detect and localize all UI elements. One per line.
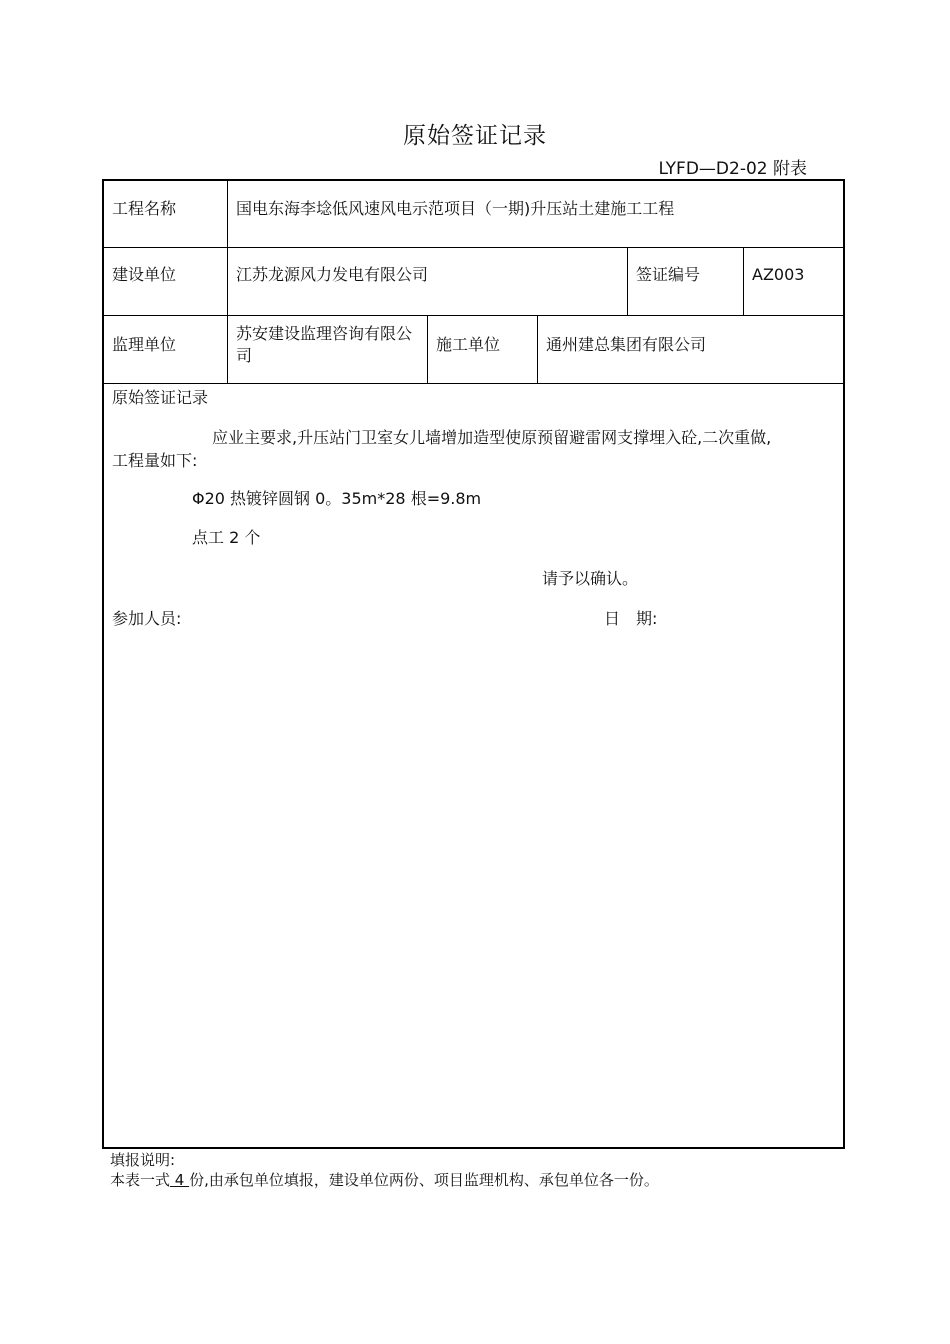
notes-heading: 填报说明: (110, 1151, 176, 1169)
notes-suffix: 份,由承包单位填报，建设单位两份、项目监理机构、承包单位各一份。 (189, 1171, 659, 1189)
supervisor-value-cell (227, 316, 427, 383)
project-name-label: 工程名称 (112, 199, 177, 218)
contractor-label-cell (427, 316, 537, 383)
notes-prefix: 本表一式 (110, 1171, 171, 1189)
owner-value-cell (227, 248, 627, 315)
row-owner (104, 248, 843, 316)
page-title: 原始签证记录 (403, 123, 547, 149)
project-name-label-cell (104, 181, 227, 247)
participants-label: 参加人员: (112, 609, 182, 628)
contractor-value: 通州建总集团有限公司 (546, 335, 707, 354)
record-item-labor: 点工 2 个 (192, 528, 261, 547)
supervisor-value: 苏安建设监理咨询有限公司 (236, 324, 413, 365)
notes-line (110, 1170, 659, 1190)
record-paragraph-line2: 工程量如下: (112, 451, 198, 470)
record-item-steel: Φ20 热镀锌圆钢 0。35m*28 根=9.8m (192, 489, 482, 508)
notes-copies: 4 (170, 1171, 190, 1189)
contractor-label: 施工单位 (436, 335, 501, 354)
visa-no-label-cell (627, 248, 743, 315)
owner-label-cell (104, 248, 227, 315)
date-label: 日 期: (604, 609, 658, 628)
owner-label: 建设单位 (112, 265, 177, 284)
supervisor-label: 监理单位 (112, 335, 177, 354)
record-heading: 原始签证记录 (112, 388, 209, 407)
visa-no-label: 签证编号 (636, 265, 701, 284)
visa-no-value-cell (743, 248, 843, 315)
supervisor-label-cell (104, 316, 227, 383)
project-name-value: 国电东海李埝低风速风电示范项目（一期)升压站土建施工工程 (236, 199, 675, 218)
form-code: LYFD—D2-02 附表 (658, 159, 807, 179)
visa-form-table (102, 179, 845, 1149)
visa-no-value: AZ003 (752, 265, 805, 284)
project-name-value-cell (227, 181, 843, 247)
record-paragraph-line1: 应业主要求,升压站门卫室女儿墙增加造型使原预留避雷网支撑埋入砼,二次重做, (212, 428, 772, 447)
contractor-value-cell (537, 316, 843, 383)
fill-notes (110, 1150, 659, 1190)
row-supervisor (104, 316, 843, 384)
owner-value: 江苏龙源风力发电有限公司 (236, 265, 429, 284)
record-confirm: 请予以确认。 (542, 569, 639, 588)
row-project-name (104, 181, 843, 248)
